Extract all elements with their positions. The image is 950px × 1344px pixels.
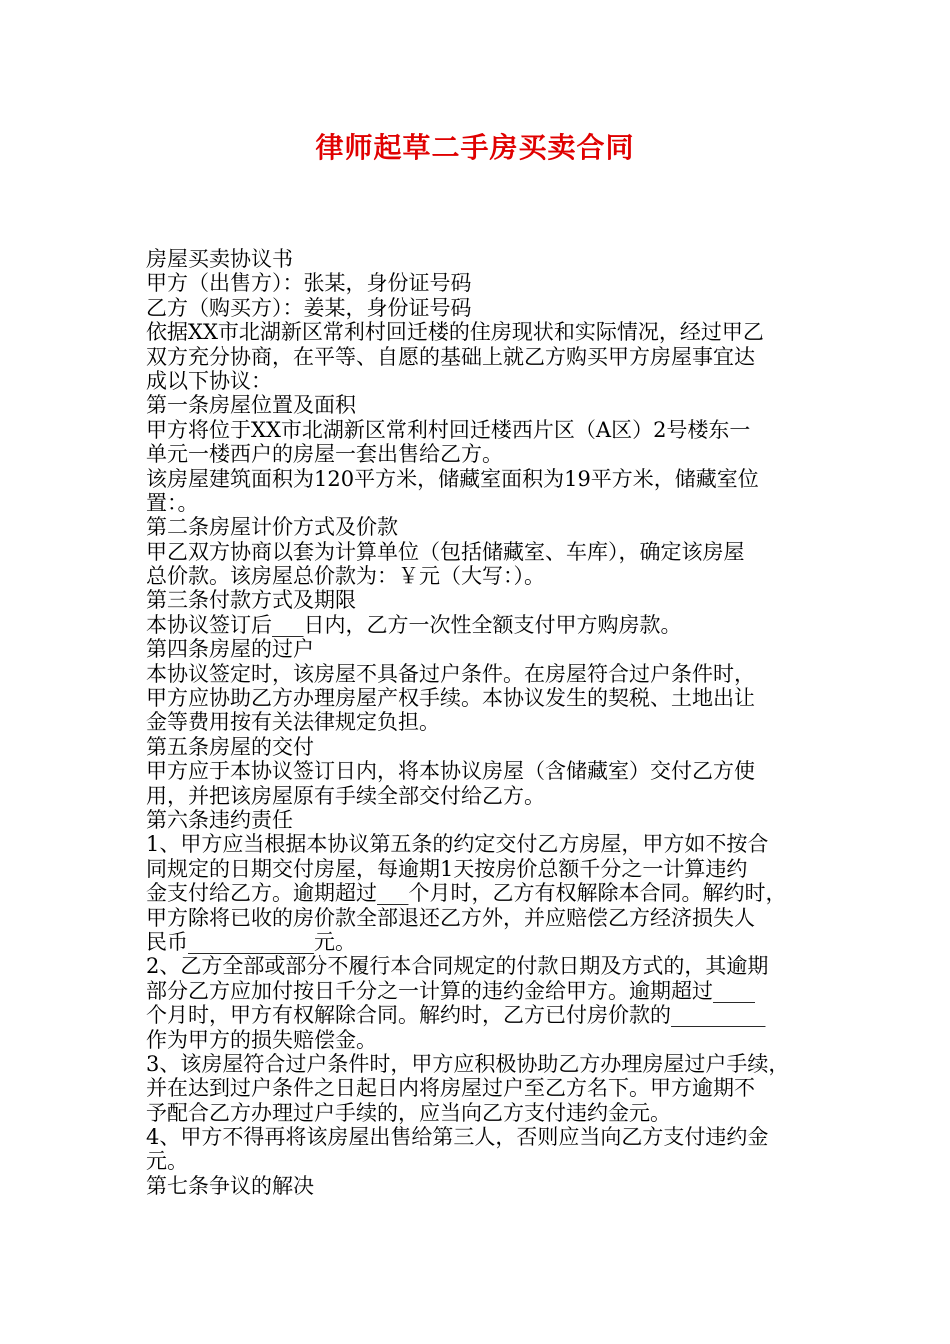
document-title: 律师起草二手房买卖合同: [315, 131, 635, 164]
body-line: 甲方（出售方）：张某，身份证号码: [146, 271, 472, 296]
body-line: 第六条违约责任: [146, 807, 293, 832]
body-line: 予配合乙方办理过户手续的，应当向乙方支付违约金元。: [146, 1100, 671, 1125]
body-line: 第四条房屋的过户: [146, 637, 314, 662]
body-line: 民币____________元。: [146, 929, 356, 954]
body-line: 3、该房屋符合过户条件时，甲方应积极协助乙方办理房屋过户手续，: [146, 1051, 790, 1076]
document-body: [146, 247, 816, 1198]
body-line: 依据XX市北湖新区常利村回迁楼的住房现状和实际情况，经过甲乙: [146, 320, 764, 345]
body-line: 并在达到过户条件之日起日内将房屋过户至乙方名下。甲方逾期不: [146, 1076, 755, 1101]
body-line: 甲方应协助乙方办理房屋产权手续。本协议发生的契税、土地出让: [146, 686, 755, 711]
body-line: 1、甲方应当根据本协议第五条的约定交付乙方房屋，甲方如不按合: [146, 832, 769, 857]
body-line: 第七条争议的解决: [146, 1173, 314, 1198]
body-line: 房屋买卖协议书: [146, 247, 293, 271]
body-line: 置：。: [146, 490, 199, 515]
body-line: 本协议签定时，该房屋不具备过户条件。在房屋符合过户条件时，: [146, 661, 755, 686]
body-line: 该房屋建筑面积为120平方米，储藏室面积为19平方米，储藏室位: [146, 466, 759, 491]
body-line: 第二条房屋计价方式及价款: [146, 515, 398, 540]
body-line: 甲方将位于XX市北湖新区常利村回迁楼西片区（A区）2号楼东一: [146, 417, 751, 442]
body-line: 甲乙双方协商以套为计算单位（包括储藏室、车库），确定该房屋: [146, 539, 745, 564]
body-line: 甲方应于本协议签订日内，将本协议房屋（含储藏室）交付乙方使: [146, 759, 755, 784]
body-line: 第五条房屋的交付: [146, 734, 314, 759]
body-line: 成以下协议：: [146, 368, 272, 393]
body-line: 同规定的日期交付房屋，每逾期1天按房价总额千分之一计算违约: [146, 856, 748, 881]
body-line: 元。: [146, 1149, 188, 1174]
body-line: 总价款。该房屋总价款为：￥元（大写：）。: [146, 564, 545, 589]
body-line: 本协议签订后___日内，乙方一次性全额支付甲方购房款。: [146, 612, 682, 637]
body-line: 用，并把该房屋原有手续全部交付给乙方。: [146, 783, 545, 808]
body-line: 第一条房屋位置及面积: [146, 393, 356, 418]
body-line: 部分乙方应加付按日千分之一计算的违约金给甲方。逾期超过____: [146, 978, 755, 1003]
body-line: 乙方（购买方）：姜某，身份证号码: [146, 295, 472, 320]
body-line: 作为甲方的损失赔偿金。: [146, 1027, 377, 1052]
body-line: 2、乙方全部或部分不履行本合同规定的付款日期及方式的，其逾期: [146, 954, 769, 979]
body-line: 单元一楼西户的房屋一套出售给乙方。: [146, 442, 503, 467]
body-line: 金支付给乙方。逾期超过___个月时，乙方有权解除本合同。解约时，: [146, 881, 787, 906]
body-line: 第三条付款方式及期限: [146, 588, 356, 613]
body-line: 甲方除将已收的房价款全部退还乙方外，并应赔偿乙方经济损失人: [146, 905, 755, 930]
body-line: 双方充分协商，在平等、自愿的基础上就乙方购买甲方房屋事宜达: [146, 344, 755, 369]
body-line: 个月时，甲方有权解除合同。解约时，乙方已付房价款的_________: [146, 1003, 766, 1028]
body-line: 4、甲方不得再将该房屋出售给第三人，否则应当向乙方支付违约金: [146, 1125, 769, 1150]
body-line: 金等费用按有关法律规定负担。: [146, 710, 440, 735]
